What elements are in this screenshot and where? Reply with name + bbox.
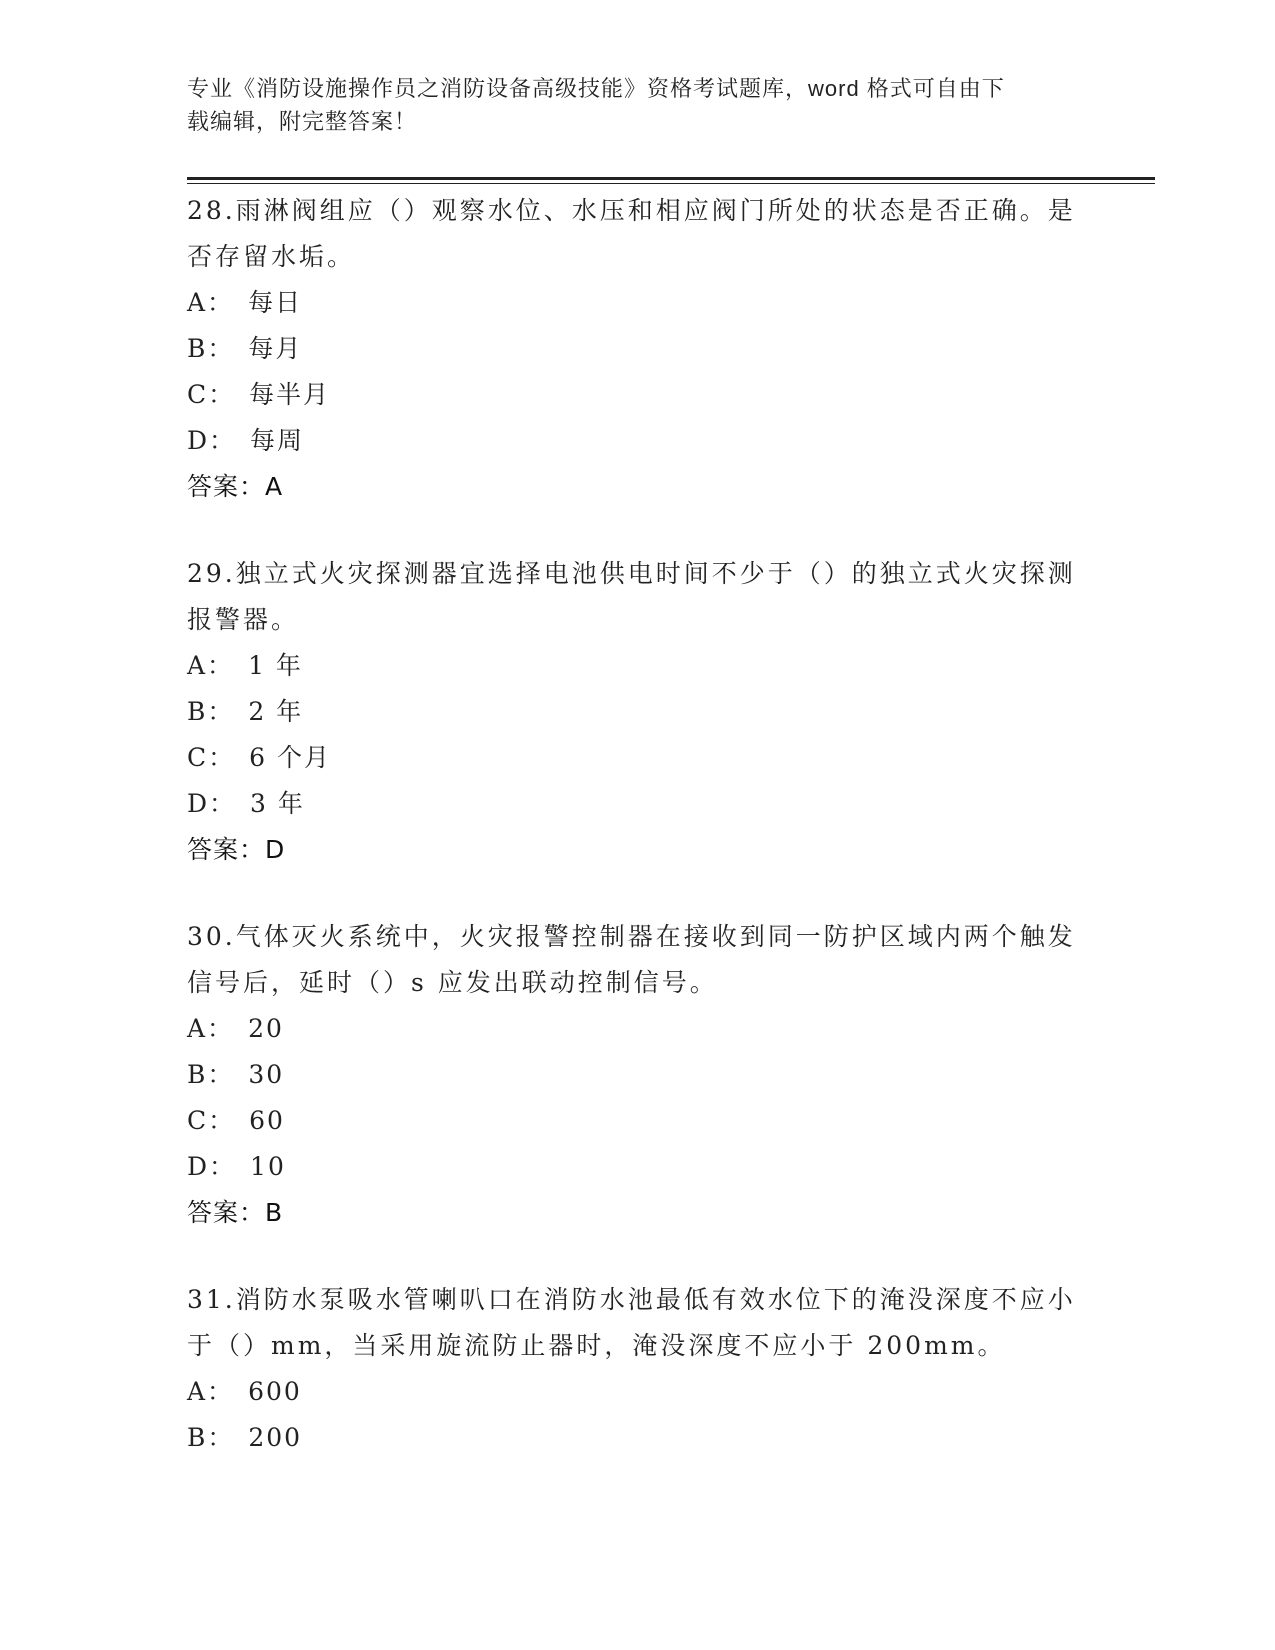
option-key: B： xyxy=(187,334,235,363)
option-a xyxy=(187,280,1087,326)
option-text: 2 年 xyxy=(248,697,304,726)
option-key: C： xyxy=(187,1106,236,1135)
option-c xyxy=(187,1098,1087,1144)
intro-line-2: 载编辑，附完整答案！ xyxy=(187,109,418,134)
option-key: D： xyxy=(187,789,237,818)
option-text: 60 xyxy=(249,1106,285,1135)
question-30 xyxy=(187,914,1087,1236)
option-key: C： xyxy=(187,743,236,772)
option-key: A： xyxy=(187,651,235,680)
answer-line: 答案：A xyxy=(187,472,284,501)
option-b xyxy=(187,1415,1087,1461)
option-c xyxy=(187,735,1087,781)
option-key: C： xyxy=(187,380,236,409)
option-key: B： xyxy=(187,697,235,726)
option-text: 1 年 xyxy=(248,651,303,680)
question-stem: 31.消防水泵吸水管喇叭口在消防水池最低有效水位下的淹没深度不应小于（）mm，当采用旋流防止器时，淹没深度不应小于 200mm。 xyxy=(187,1285,1076,1360)
intro-line-1: 专业《消防设施操作员之消防设备高级技能》资格考试题库，word 格式可自由下 xyxy=(187,76,1005,101)
option-c xyxy=(187,372,1087,418)
option-b xyxy=(187,689,1087,735)
option-key: B： xyxy=(187,1423,235,1452)
answer-line: 答案：D xyxy=(187,835,286,864)
option-b xyxy=(187,1052,1087,1098)
option-b xyxy=(187,326,1087,372)
question-list xyxy=(187,188,1087,1502)
option-text: 3 年 xyxy=(250,789,305,818)
option-key: A： xyxy=(187,1014,235,1043)
question-29 xyxy=(187,551,1087,873)
document-page xyxy=(187,0,1157,1650)
option-key: A： xyxy=(187,1377,235,1406)
option-text: 每周 xyxy=(250,426,305,455)
header-rule-thick xyxy=(187,177,1155,180)
option-text: 6 个月 xyxy=(249,743,331,772)
question-28 xyxy=(187,188,1087,510)
option-a xyxy=(187,1006,1087,1052)
option-a xyxy=(187,1369,1087,1415)
option-text: 200 xyxy=(248,1423,303,1452)
option-d xyxy=(187,418,1087,464)
option-key: B： xyxy=(187,1060,235,1089)
answer-line: 答案：B xyxy=(187,1198,284,1227)
option-text: 每月 xyxy=(248,334,303,363)
option-text: 600 xyxy=(248,1377,302,1406)
option-key: A： xyxy=(187,288,235,317)
header-rule-thin xyxy=(187,183,1155,184)
option-d xyxy=(187,781,1087,827)
option-text: 30 xyxy=(248,1060,285,1089)
option-a xyxy=(187,643,1087,689)
option-key: D： xyxy=(187,1152,237,1181)
question-31 xyxy=(187,1277,1087,1461)
option-text: 每半月 xyxy=(249,380,331,409)
question-stem: 28.雨淋阀组应（）观察水位、水压和相应阀门所处的状态是否正确。是否存留水垢。 xyxy=(187,196,1076,271)
option-text: 20 xyxy=(248,1014,284,1043)
question-stem: 29.独立式火灾探测器宜选择电池供电时间不少于（）的独立式火灾探测报警器。 xyxy=(187,559,1076,634)
option-text: 10 xyxy=(250,1152,286,1181)
option-text: 每日 xyxy=(248,288,303,317)
document-intro xyxy=(187,72,1067,138)
option-key: D： xyxy=(187,426,237,455)
option-d xyxy=(187,1144,1087,1190)
question-stem: 30.气体灭火系统中，火灾报警控制器在接收到同一防护区域内两个触发信号后，延时（）s 应发出联动控制信号。 xyxy=(187,922,1076,997)
